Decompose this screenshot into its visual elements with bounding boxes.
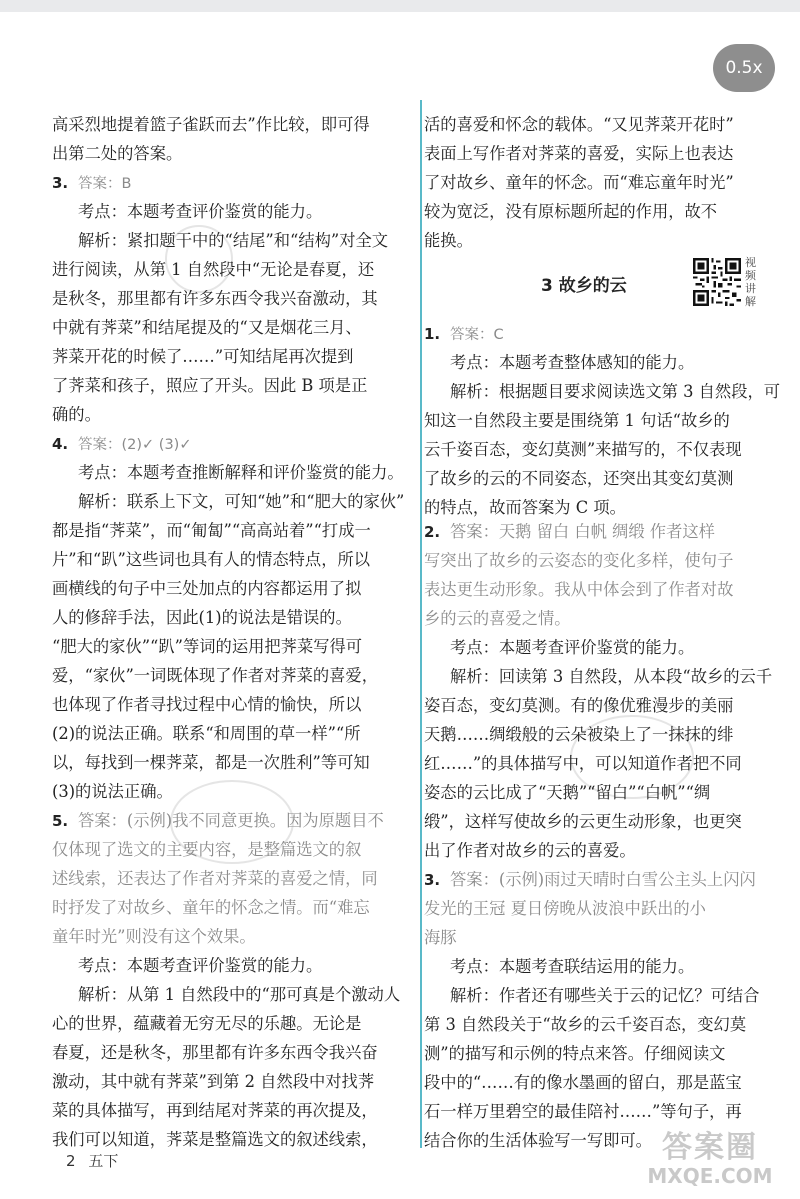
question-number: 3. bbox=[52, 174, 69, 192]
text-line: 结合你的生活体验写一写即可。 bbox=[424, 1131, 652, 1150]
text-line: 乡的云的喜爱之情。 bbox=[424, 609, 571, 628]
text-line: 考点：本题考查联结运用的能力。 bbox=[450, 957, 695, 976]
video-explain-label[interactable]: 视频讲解 bbox=[745, 256, 756, 308]
answer-text: 答案：B bbox=[78, 176, 132, 192]
watermark-text: 答案圈 bbox=[662, 1130, 758, 1165]
text-line: 时抒发了对故乡、童年的怀念之情。而“难忘 bbox=[52, 898, 370, 917]
text-line: 考点：本题考查评价鉴赏的能力。 bbox=[450, 638, 695, 657]
answer-text: 答案：(示例)雨过天晴时白雪公主头上闪闪 bbox=[450, 870, 756, 889]
text-line: 考点：本题考查推断解释和评价鉴赏的能力。 bbox=[78, 463, 404, 482]
answer-text: 答案：(示例)我不同意更换。因为原题目不 bbox=[78, 811, 384, 830]
text-line: 出第二处的答案。 bbox=[52, 144, 183, 163]
text-line: 能换。 bbox=[424, 231, 473, 250]
text-line: 的特点，故而答案为 C 项。 bbox=[424, 498, 626, 517]
answer-line bbox=[424, 868, 800, 892]
answer-text: 答案：(2)✓ (3)✓ bbox=[78, 437, 192, 453]
text-line: 荠菜开花的时候了……”可知结尾再次提到 bbox=[52, 347, 354, 366]
top-bar bbox=[0, 0, 800, 12]
text-line: 仅体现了选文的主要内容，是整篇选文的叙 bbox=[52, 840, 362, 859]
text-line: 春夏，还是秋冬，那里都有许多东西令我兴奋 bbox=[52, 1043, 378, 1062]
text-line: 解析：回读第 3 自然段，从本段“故乡的云千 bbox=[450, 667, 773, 686]
text-line: 石一样万里碧空的最佳陪衬……”等句子，再 bbox=[424, 1102, 742, 1121]
text-line: (2)的说法正确。联系“和周围的草一样”“所 bbox=[52, 724, 361, 743]
text-line: 解析：作者还有哪些关于云的记忆？可结合 bbox=[450, 986, 760, 1005]
qr-code-icon[interactable] bbox=[693, 258, 741, 306]
text-line: 解析：联系上下文，可知“她”和“肥大的家伙” bbox=[78, 492, 405, 511]
text-line: 天鹅……绸缎般的云朵被染上了一抹抹的绯 bbox=[424, 725, 734, 744]
text-line: 以，每找到一棵荠菜，都是一次胜利”等可知 bbox=[52, 753, 370, 772]
text-line: 了对故乡、童年的怀念。而“难忘童年时光” bbox=[424, 173, 734, 192]
question-number: 4. bbox=[52, 435, 69, 453]
answer-text: 答案：天鹅 留白 白帆 绸缎 作者这样 bbox=[450, 522, 715, 541]
text-line: 表达更生动形象。我从中体会到了作者对故 bbox=[424, 580, 734, 599]
text-line: 高采烈地提着篮子雀跃而去”作比较，即可得 bbox=[52, 115, 370, 134]
text-line: 考点：本题考查评价鉴赏的能力。 bbox=[78, 202, 323, 221]
text-line: 了荠菜和孩子，照应了开头。因此 B 项是正 bbox=[52, 376, 368, 395]
text-line: 是秋冬，那里都有许多东西令我兴奋激动，其 bbox=[52, 289, 378, 308]
text-line: 缎”，这样写使故乡的云更生动形象，也更突 bbox=[424, 812, 742, 831]
text-line: 解析：根据题目要求阅读选文第 3 自然段，可 bbox=[450, 382, 781, 401]
page-footer bbox=[66, 1150, 118, 1171]
text-line: 发光的王冠 夏日傍晚从波浪中跃出的小 bbox=[424, 899, 706, 918]
text-line: 表面上写作者对荠菜的喜爱，实际上也表达 bbox=[424, 144, 734, 163]
text-line: 也体现了作者寻找过程中心情的愉快，所以 bbox=[52, 695, 362, 714]
section-title: 3 故乡的云 bbox=[541, 276, 627, 296]
question-number: 5. bbox=[52, 812, 69, 830]
text-line: 写突出了故乡的云姿态的变化多样，使句子 bbox=[424, 551, 734, 570]
question-number: 2. bbox=[424, 523, 441, 541]
text-line: “肥大的家伙”“趴”等词的运用把荠菜写得可 bbox=[52, 637, 363, 656]
text-line: 激动，其中就有荠菜”到第 2 自然段中对找荠 bbox=[52, 1072, 375, 1091]
text-line: 菜的具体描写，再到结尾对荠菜的再次提及， bbox=[52, 1101, 378, 1120]
text-line: 考点：本题考查整体感知的能力。 bbox=[450, 353, 695, 372]
text-line: 解析：紧扣题干中的“结尾”和“结构”对全文 bbox=[78, 231, 389, 250]
answer-line bbox=[52, 809, 436, 833]
answer-text: 答案：C bbox=[450, 327, 504, 343]
text-line: 童年时光”则没有这个效果。 bbox=[52, 927, 256, 946]
text-line: 解析：从第 1 自然段中的“那可真是个激动人 bbox=[78, 985, 401, 1004]
text-line: 第 3 自然段关于“故乡的云千姿百态，变幻莫 bbox=[424, 1015, 747, 1034]
text-line: 活的喜爱和怀念的载体。“又见荠菜开花时” bbox=[424, 115, 734, 134]
text-line: 出了作者对故乡的云的喜爱。 bbox=[424, 841, 636, 860]
question-number: 3. bbox=[424, 871, 441, 889]
text-line: 中就有荠菜”和结尾提及的“又是烟花三月、 bbox=[52, 318, 362, 337]
text-line: 爱，“家伙”一词既体现了作者对荠菜的喜爱， bbox=[52, 666, 378, 685]
answer-line bbox=[424, 520, 800, 544]
grade-label: 五下 bbox=[88, 1152, 119, 1170]
text-line: (3)的说法正确。 bbox=[52, 782, 173, 801]
text-line: 确的。 bbox=[52, 405, 101, 424]
text-line: 段中的“……有的像水墨画的留白，那是蓝宝 bbox=[424, 1073, 742, 1092]
watermark-url: MXQE.COM bbox=[647, 1164, 773, 1188]
answer-line bbox=[52, 171, 436, 195]
text-line: 知这一自然段主要是围绕第 1 句话“故乡的 bbox=[424, 411, 730, 430]
text-line: 述线索，还表达了作者对荠菜的喜爱之情，同 bbox=[52, 869, 378, 888]
text-line: 姿百态，变幻莫测。有的像优雅漫步的美丽 bbox=[424, 696, 734, 715]
text-line: 心的世界，蕴藏着无穷无尽的乐趣。无论是 bbox=[52, 1014, 362, 1033]
text-line: 都是指“荠菜”，而“匍匐”“高高站着”“打成一 bbox=[52, 521, 371, 540]
text-line: 考点：本题考查评价鉴赏的能力。 bbox=[78, 956, 323, 975]
text-line: 测”的描写和示例的特点来答。仔细阅读文 bbox=[424, 1044, 726, 1063]
text-line: 人的修辞手法，因此(1)的说法是错误的。 bbox=[52, 608, 352, 627]
text-line: 姿态的云比成了“天鹅”“留白”“白帆”“绸 bbox=[424, 783, 711, 802]
text-line: 了故乡的云的不同姿态，还突出其变幻莫测 bbox=[424, 469, 734, 488]
text-line: 进行阅读，从第 1 自然段中“无论是春夏，还 bbox=[52, 260, 375, 279]
text-line: 红……”的具体描写中，可以知道作者把不同 bbox=[424, 754, 742, 773]
text-line: 片”和“趴”这些词也具有人的情态特点，所以 bbox=[52, 550, 371, 569]
text-line: 较为宽泛，没有原标题所起的作用，故不 bbox=[424, 202, 718, 221]
text-line: 画横线的句子中三处加点的内容都运用了拟 bbox=[52, 579, 362, 598]
text-line: 我们可以知道，荠菜是整篇选文的叙述线索， bbox=[52, 1130, 378, 1149]
question-number: 1. bbox=[424, 325, 441, 343]
text-line: 海豚 bbox=[424, 928, 457, 947]
answer-line bbox=[52, 432, 436, 456]
text-line: 云千姿百态，变幻莫测”来描写的，不仅表现 bbox=[424, 440, 742, 459]
answer-line bbox=[424, 322, 800, 346]
page-number: 2 bbox=[66, 1152, 76, 1170]
playback-speed-badge[interactable]: 0.5x bbox=[713, 44, 775, 92]
watermark bbox=[620, 1131, 800, 1191]
